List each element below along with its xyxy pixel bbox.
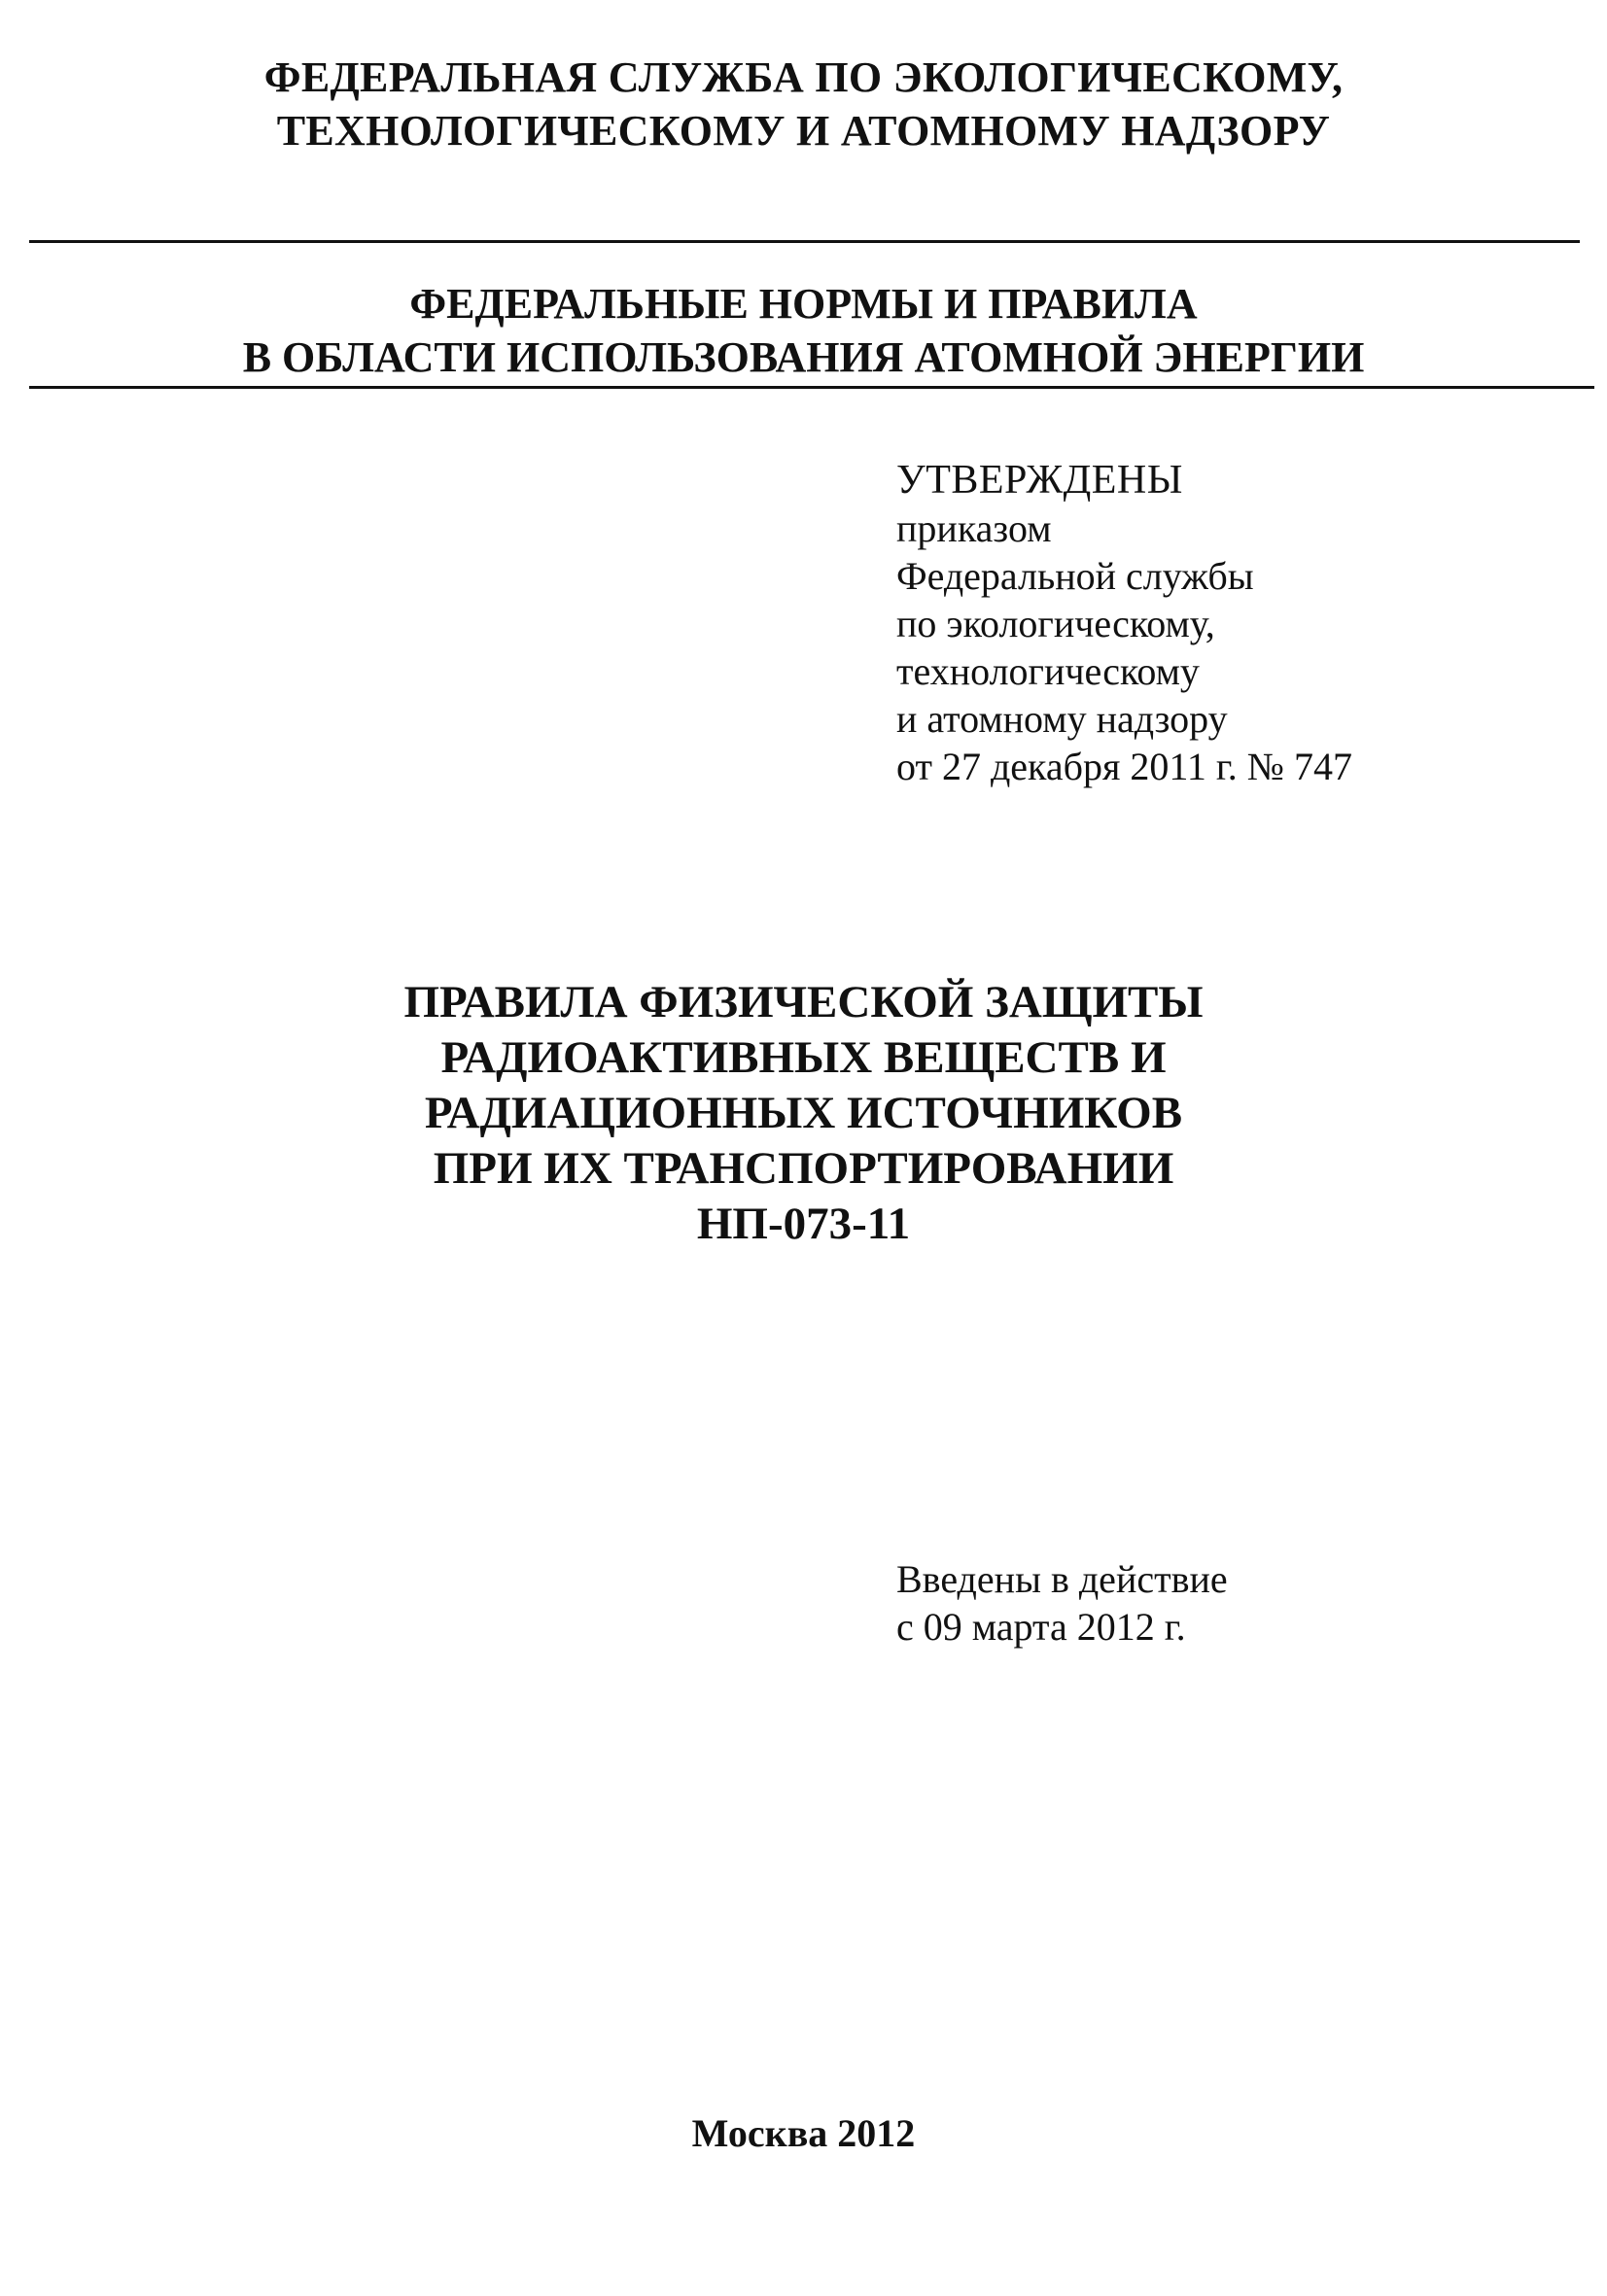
document-title bbox=[0, 975, 1607, 1252]
series-heading-line: ФЕДЕРАЛЬНЫЕ НОРМЫ И ПРАВИЛА bbox=[409, 280, 1198, 328]
top-divider bbox=[29, 240, 1580, 243]
document-title-line: ПРАВИЛА ФИЗИЧЕСКОЙ ЗАЩИТЫ bbox=[403, 977, 1204, 1027]
bottom-divider bbox=[29, 386, 1594, 389]
effective-line: Введены в действие bbox=[896, 1557, 1228, 1601]
agency-heading-line: ТЕХНОЛОГИЧЕСКОМУ И АТОМНОМУ НАДЗОРУ bbox=[276, 107, 1331, 155]
document-code: НП-073-11 bbox=[696, 1199, 911, 1249]
approval-line: и атомному надзору bbox=[896, 697, 1228, 741]
series-heading bbox=[0, 277, 1607, 384]
approval-heading: УТВЕРЖДЕНЫ bbox=[896, 458, 1183, 503]
agency-heading-line: ФЕДЕРАЛЬНАЯ СЛУЖБА ПО ЭКОЛОГИЧЕСКОМУ, bbox=[263, 53, 1344, 101]
document-title-line: РАДИАЦИОННЫХ ИСТОЧНИКОВ bbox=[424, 1088, 1183, 1138]
approval-line: технологическому bbox=[896, 649, 1200, 693]
document-title-line: ПРИ ИХ ТРАНСПОРТИРОВАНИИ bbox=[433, 1143, 1174, 1194]
effective-line: с 09 марта 2012 г. bbox=[896, 1605, 1186, 1649]
agency-heading bbox=[0, 51, 1607, 157]
document-title-line: РАДИОАКТИВНЫХ ВЕЩЕСТВ И bbox=[440, 1032, 1167, 1083]
approval-line: приказом bbox=[896, 506, 1052, 550]
place-and-year: Москва 2012 bbox=[691, 2111, 916, 2155]
approval-line: Федеральной службы bbox=[896, 554, 1254, 598]
approval-block bbox=[896, 457, 1352, 790]
approval-line: по экологическому, bbox=[896, 602, 1215, 645]
approval-line: от 27 декабря 2011 г. № 747 bbox=[896, 745, 1352, 788]
effective-date-block bbox=[896, 1555, 1228, 1651]
series-heading-line: В ОБЛАСТИ ИСПОЛЬЗОВАНИЯ АТОМНОЙ ЭНЕРГИИ bbox=[242, 333, 1365, 381]
